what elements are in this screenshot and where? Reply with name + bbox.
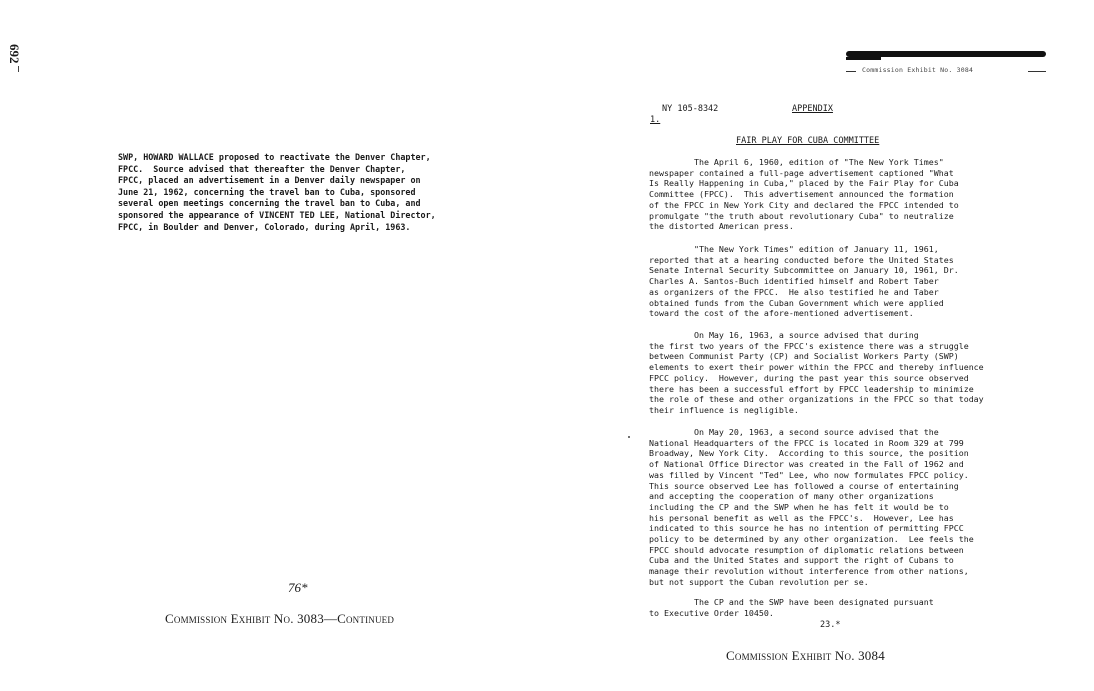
margin-tick [18,66,19,72]
paragraph-4: On May 20, 1963, a second source advised that the National Headquarters of the FPCC is located in Room 329 at 799 Broadway, New York City. According to this source, the position of National Office Director was created in the Fall of 1962 and was filled by Vincent "Ted" Lee, who now formulates FPCC policy. This source observed Lee has followed a course of entertaining and accepting the cooperation of many other organizations including the CP and the SWP when he has felt it would be to his personal benefit as well as the FPCC's. However, Lee has indicated to this source he has no intention of permitting FPCC policy to be determined by any other organization. Lee feels the FPCC should advocate resumption of diplomatic relations between Cuba and the United States and support the right of Cubans to manage their revolution without interference from other nations, but not support the Cuban revolution per se. [649,427,974,587]
handwritten-page-mark: 76* [288,580,308,595]
redaction-bar-tail [846,57,881,60]
left-line: sponsored the appearance of VINCENT TED LEE, National Director, [118,209,436,220]
exhibit-header: Commission Exhibit No. 3084 [862,66,974,74]
appendix-label: APPENDIX [792,104,833,114]
margin-dot [628,436,630,438]
file-number: NY 105-8342 [662,104,719,114]
right-exhibit-caption: Commission Exhibit No. 3084 [726,648,885,663]
page-number: 692 [7,44,22,64]
left-exhibit-caption: Commission Exhibit No. 3083—Continued [165,611,395,626]
header-dash-left [846,71,856,72]
left-line: FPCC. Source advised that thereafter the Denver Chapter, [118,163,406,174]
left-line: several open meetings concerning the travel ban to Cuba, and [118,198,421,209]
left-paragraph [118,152,503,233]
left-line: FPCC, placed an advertisement in a Denver daily newspaper on [118,175,421,186]
paragraph-3: On May 16, 1963, a source advised that during the first two years of the FPCC's existence there was a struggle between Communist Party (CP) and Socialist Workers Party (SWP) elements to exert their power within the FPCC and thereby influence FPCC policy. However, during the past year this source observed there has been a successful effort by FPCC leadership to minimize the role of these and other organizations in the FPCC so that today their influence is negligible. [649,330,984,415]
left-line: FPCC, in Boulder and Denver, Colorado, during April, 1963. [118,221,411,232]
right-page-mark: 23.* [820,620,841,630]
paragraph-1: The April 6, 1960, edition of "The New York Times" newspaper contained a full-page advertisement captioned "What Is Really Happening in Cuba," placed by the Fair Play for Cuba Committee (FPCC). This advertisement announced the formation of the FPCC in New York City and declared the FPCC intended to promulgate "the truth about revolutionary Cuba" to neutralize the distorted American press. [649,157,959,232]
left-line: SWP, HOWARD WALLACE proposed to reactivate the Denver Chapter, [118,152,431,162]
header-dash-right [1028,71,1046,72]
section-heading: FAIR PLAY FOR CUBA COMMITTEE [736,136,880,146]
section-number: 1. [650,115,661,125]
paragraph-5: The CP and the SWP have been designated pursuant to Executive Order 10450. [649,597,934,618]
paragraph-2: "The New York Times" edition of January 11, 1961, reported that at a hearing conducted before the United States Senate Internal Security Subcommittee on January 10, 1961, Dr. Charles A. Santos-Buch identified himself and Robert Taber as organizers of the FPCC. He also testified he and Taber obtained funds from the Cuban Government which were applied toward the cost of the afore-mentioned advertisement. [649,244,959,319]
left-line: June 21, 1962, concerning the travel ban to Cuba, sponsored [118,186,416,197]
